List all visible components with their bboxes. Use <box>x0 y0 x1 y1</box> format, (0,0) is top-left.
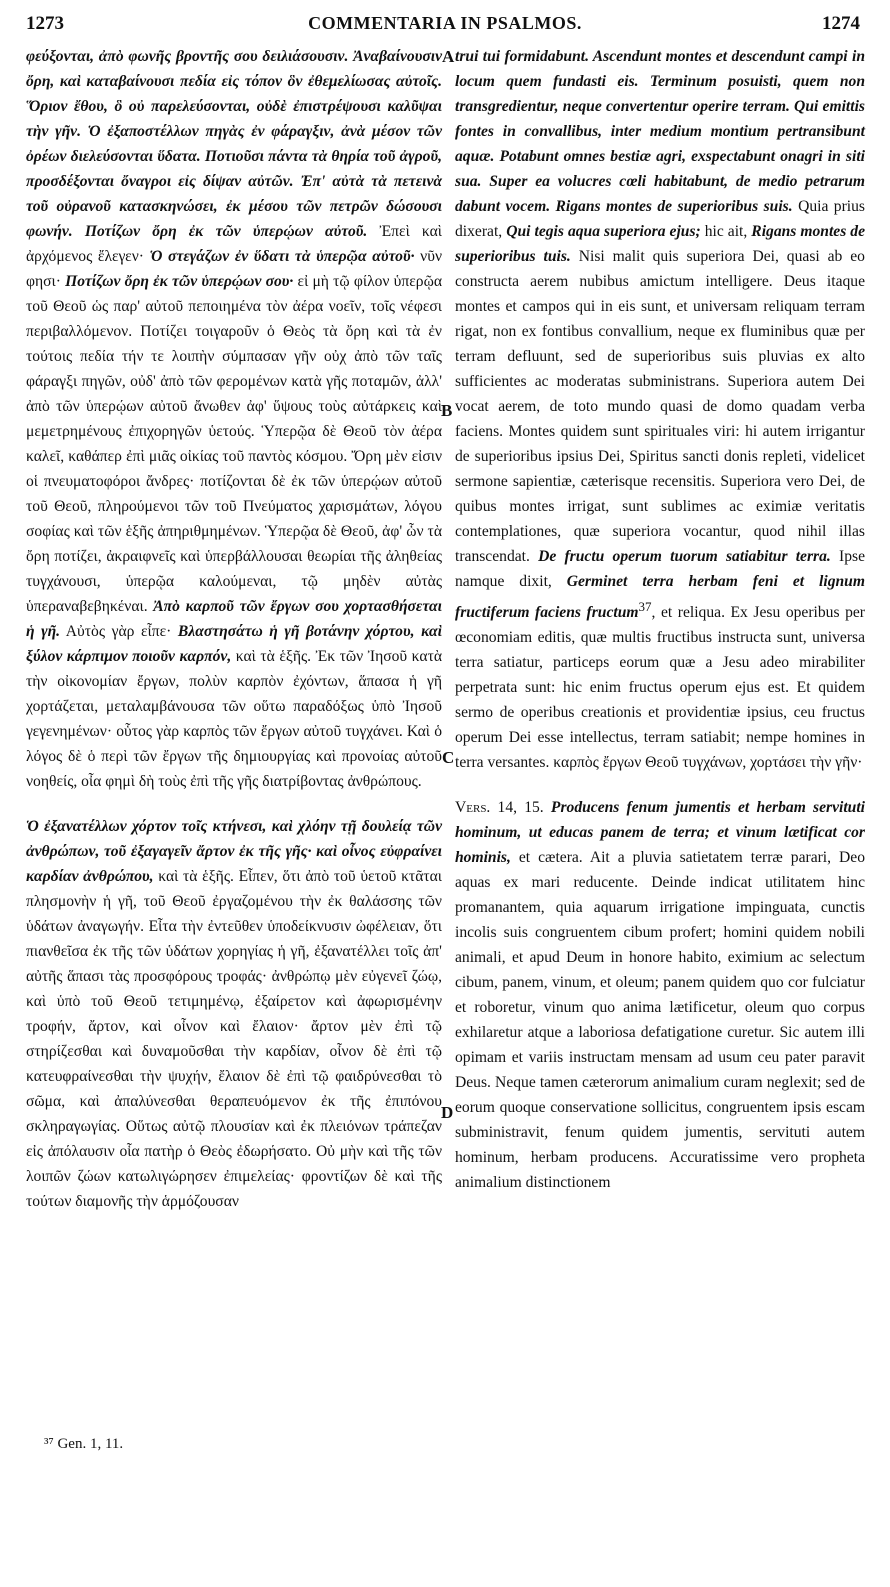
scripture-quote: Ὁ στεγάζων ἐν ὕδατι τὰ ὑπερῷα αὐτοῦ· <box>149 248 415 265</box>
scripture-quote: Βλαστησάτω ἡ γῆ βοτάνην χόρτου, καὶ ξύλον κάρπιμον ποιοῦν καρπόν, <box>26 623 442 665</box>
scripture-quote: trui tui formidabunt. Ascendunt montes et descendunt campi in locum quem fundasti eis. Terminum posuisti, quem non transgredientur, neque convertentur operire terram. Qui emittis fontes in convallibus, inter medium montium pertransibunt aquæ. Potabunt omnes bestiæ agri, exspectabunt onagri in siti sua. Super ea volucres cœli habitabunt, de medio petrarum dabunt vocem. Rigans montes de superioribus suis. <box>455 48 865 215</box>
margin-marker-d: D <box>441 1103 454 1122</box>
commentary-text: hic ait, <box>704 223 748 240</box>
latin-paragraph-1 <box>455 44 865 775</box>
commentary-text: Quia prius dixerat, <box>455 198 865 240</box>
scripture-quote: Qui tegis aqua superiora ejus; <box>506 223 701 240</box>
margin-marker-c: C <box>442 748 455 767</box>
scripture-quote: Ὁ ἐξανατέλλων χόρτον τοῖς κτήνεσι, καὶ χλόην τῇ δουλείᾳ τῶν ἀνθρώπων, τοῦ ἐξαγαγεῖν ἄρτον ἐκ τῆς γῆς· καὶ οἶνος εὐφραίνει καρδίαν ἀνθρώπου, <box>26 818 442 885</box>
commentary-text: καὶ τὰ ἑξῆς. Ἐκ τῶν Ἰησοῦ κατὰ τὴν οἰκονομίαν ἔργων, πολὺν καρπὸν ἐχόντων, ἅπασα ἡ γῆ χορτάζεται, μεταλαμβάνουσα τῶν οὕτω παραδόξως ὑπὸ Ἰησοῦ γεγενημένων· οὗτος γὰρ καρπὸς τῶν ἔργων αὐτοῦ τυγχάνει. Καὶ ὁ λόγος δὲ ὁ περὶ τῶν ἔργων τῆς δημιουργίας καὶ προνοίας αὐτοῦ νοηθείς, οἶα φημὶ δὴ τοὺς ἐπὶ τῆς γῆς διατρίβοντας ἀνθρώπους. <box>26 648 443 790</box>
greek-paragraph-1 <box>26 44 442 794</box>
latin-paragraph-2 <box>455 795 865 1195</box>
scripture-quote: De fructu operum tuorum satiabitur terra. <box>538 548 831 565</box>
commentary-text: et cætera. Ait a pluvia satietatem terræ parari, Deo aquas ex mari reducente. Deinde indicat utilitatem hinc promanantem, quia aquarum irrigatione impinguata, cunctis incolis suis congruentem cibum profert; homini quidem nobili animali, et apud Deum in honore habito, eximium ac selectum cibum, panem, vinum, et oleum; panem quidem quo cor fulciatur et roboretur, vinum quo anima lætificetur, oleum quo corpus exhilaretur atque a laboriosa defatigatione curetur. Sic autem illi opimam et variis instructam mensam ad usum ceu pater paravit Deus. Neque tamen cæterorum animalium curam neglexit; sed de eorum quoque conservatione sollicitus, congruentem ipsis escam subministravit, fenum quidem jumentis, servituti autem hominum, herbam producens. Accuratissime vero propheta animalium distinctionem <box>455 849 865 1192</box>
margin-marker-a: A <box>442 47 455 66</box>
running-title: COMMENTARIA IN PSALMOS. <box>308 13 582 33</box>
commentary-text: καὶ τὰ ἑξῆς. Εἶπεν, ὅτι ἀπὸ τοῦ ὑετοῦ κτᾶται πλησμονὴν ἡ γῆ, τοῦ Θεοῦ ἐργαζομένου τὴν ἐκ θαλάσσης τῶν ὑδάτων ἀναγωγήν. Εἶτα τὴν ἐντεῦθεν ὑποδείκνυσιν ὠφέλειαν, ὅτι πιανθεῖσα ἐκ τῆς τῶν ὑδάτων χορηγίας ἡ γῆ, ἐξανατέλλει τοῖς ἀπ' αὐτῆς ἅπασι τὰς προσφόρους τροφάς· ἀνθρώπῳ μὲν εὐγενεῖ ζώῳ, καὶ ὑπὸ τοῦ Θεοῦ τετιμημένῳ, ἐξαίρετον καὶ ἀφωρισμένην τροφήν, ἄρτον, καὶ οἶνον καὶ ἔλαιον· ἄρτον μὲν ἐπὶ τῷ στηρίζεσθαι καὶ δυναμοῦσθαι τὴν καρδίαν, οἶνον δὲ ἐπὶ τῷ κατευφραίνεσθαι τὴν ψυχήν, ἔλαιον δὲ ἐπὶ τῷ φαιδρύνεσθαι τὸ σῶμα, καὶ ἀπαλύνεσθαι θεραπευόμενον ἐκ τῆς ἐπιπόνου σκληραγωγίας. Οὕτως αὐτῷ πλουσίαν καὶ ἐκ πλειόνων τράπεζαν εἰς ἀπόλαυσιν οἷα πατὴρ ὁ Θεὸς ἐδωρήσατο. Οὐ μὴν καὶ τῆς τῶν λοιπῶν ζώων κατωλιγώρησεν ἐπιμελείας· φροντίζων δὲ καὶ τῆς τούτων διαμονῆς τὴν ἁρμόζουσαν <box>26 868 443 1210</box>
greek-fragment: καρπὸς ἔργων Θεοῦ τυγχάνων, χορτάσει τὴν γῆν· <box>553 754 863 772</box>
scripture-quote: Ἀπὸ καρποῦ τῶν ἔργων σου χορτασθήσεται ἡ γῆ. <box>26 598 442 640</box>
commentary-text: Αὐτὸς γὰρ εἶπε· <box>65 623 172 640</box>
footnote-reference: 37 <box>638 599 652 614</box>
greek-paragraph-2 <box>26 814 442 1214</box>
scripture-quote: Ποτίζων ὄρη ἐκ τῶν ὑπερῴων σου· <box>65 273 294 290</box>
margin-marker-b: B <box>441 401 453 420</box>
scripture-quote: Rigans montes de superioribus tuis. <box>455 223 866 265</box>
page-number-left: 1273 <box>26 13 64 34</box>
scripture-quote: Germinet terra herbam feni et lignum fructiferum faciens fructum <box>455 573 865 622</box>
verse-reference: Vers. 14, 15. <box>455 799 544 817</box>
commentary-text: νῦν φησι· <box>26 248 442 290</box>
commentary-text: Ἐπεὶ καὶ ἀρχόμενος ἔλεγεν· <box>26 223 442 265</box>
commentary-text: Nisi malit quis superiora Dei, quasi ab eo constructa aerem nubibus amictum intelligere. Deus itaque montes et campos qui in eis sunt, et universam reliquam terram rigat, non ex fontibus convallium, neque ex fluminibus quæ per terram defluunt, sed de superioribus suis pluvias ex alto sufficientes ac moderatas subministrans. Superiora autem Dei vocat aerem, de toto mundo quasi de domo quadam verba faciens. Montes quidem sunt spirituales viri: hi autem irrigantur de superioribus ipsius Dei, Spiritus sancti donis repleti, videlicet sermone sapientiæ, cæterisque recensitis. Superiora vero Dei, de quibus montes irrigat, sunt sublimes ac eximiæ veritatis contemplationes, quæ superiora vocantur, quod nihil illas transcendat. <box>455 248 865 565</box>
page-number-right: 1274 <box>822 13 860 34</box>
commentary-text: Ipse namque dixit, <box>455 548 865 590</box>
scripture-quote: φεύξονται, ἀπὸ φωνῆς βροντῆς σου δειλιάσουσιν. Ἀναβαίνουσιν ὄρη, καὶ καταβαίνουσι πεδία εἰς τόπον ὃν ἐθεμελίωσας αὐτοῖς. Ὅριον ἔθου, ὃ οὐ παρελεύσονται, οὐδὲ ἐπιστρέψουσι καλῦψαι τὴν γῆν. Ὁ ἐξαποστέλλων πηγὰς ἐν φάραγξιν, ἀνὰ μέσον τῶν ὀρέων διελεύσονται ὕδατα. Ποτιοῦσι πάντα τὰ θηρία τοῦ ἀγροῦ, προσδέξονται ὄναγροι εἰς δίψαν αὐτῶν. Ἐπ' αὐτὰ τὰ πετεινὰ τοῦ οὐρανοῦ κατασκηνώσει, ἐκ μέσου τῶν πετρῶν δώσουσι φωνήν. Ποτίζων ὄρη ἐκ τῶν ὑπερῴων αὐτοῦ. <box>26 48 442 240</box>
scripture-quote: Producens fenum jumentis et herbam servituti hominum, ut educas panem de terra; et vinum lætificat cor hominis, <box>455 799 866 867</box>
commentary-text: , et reliqua. Ex Jesu operibus per œconomiam editis, quæ multis fructibus instructa sunt, universa terra satiatur, particeps eorum quæ a Jesu adeo mirabiliter perpetrata sunt: hic enim fructus operum ejus est. Et quidem sermo de operibus creationis et providentiæ ipsius, ceu fructus operum Dei esse intellectus, terram satiabit; nempe homines in terra versantes. <box>455 604 865 772</box>
latin-column <box>455 44 865 1195</box>
footnote: ³⁷ Gen. 1, 11. <box>44 1436 124 1452</box>
greek-column <box>26 44 442 1214</box>
commentary-text: εἰ μὴ τῷ φίλον ὑπερῷα τοῦ Θεοῦ ὡς παρ' αὐτοῦ πεποιημένα τὸν ἀέρα νοεῖν, τοῖς νέφεσι περιβαλλόμενον. Ποτίζει τοιγαροῦν ὁ Θεὸς τὰ ὄρη καὶ τὰ ἐν τούτοις πεδία τήν τε λοιπὴν σύμπασαν γῆν οὐχ ἀπὸ τῶν ταῖς φάραγξι πηγῶν, οὐδ' ἀπὸ τῶν φερομένων κατὰ γῆς ποταμῶν, ἀλλ' ἀπὸ τῶν ὑπερῴων αὐτοῦ ἄνωθεν ἀφ' ὕψους τοὺς αὐτάρκεις καὶ μεμετρημένους ἐπιχορηγῶν ὑετούς. Ὑπερῷα δὲ Θεοῦ τὸν ἀέρα καλεῖ, καθάπερ ἐπὶ μιᾶς οἰκίας τοῦ παντὸς κόσμου. Ὄρη μὲν εἰσιν οἱ πνευματοφόροι ἄνδρες· ποτίζονται δὲ ἐκ τῶν ὑπερῴων αὐτοῦ τοῦ Θεοῦ, πληρούμενοι τῶν τοῦ Πνεύματος χαρισμάτων, λόγου σοφίας καὶ τῶν ἑξῆς ἀπηριθμημένων. Ὑπερῷα δὲ Θεοῦ, ἀφ' ὧν τὰ ὄρη ποτίζει, ἀκραιφνεῖς καὶ ὑπερβάλλουσαι θεωρίαι τῆς ἀληθείας τυγχάνουσι, ὑπερῷα καλούμεναι, τῷ μηδὲν αὐτὰς ὑπεραναβεβηκέναι. <box>26 273 443 615</box>
